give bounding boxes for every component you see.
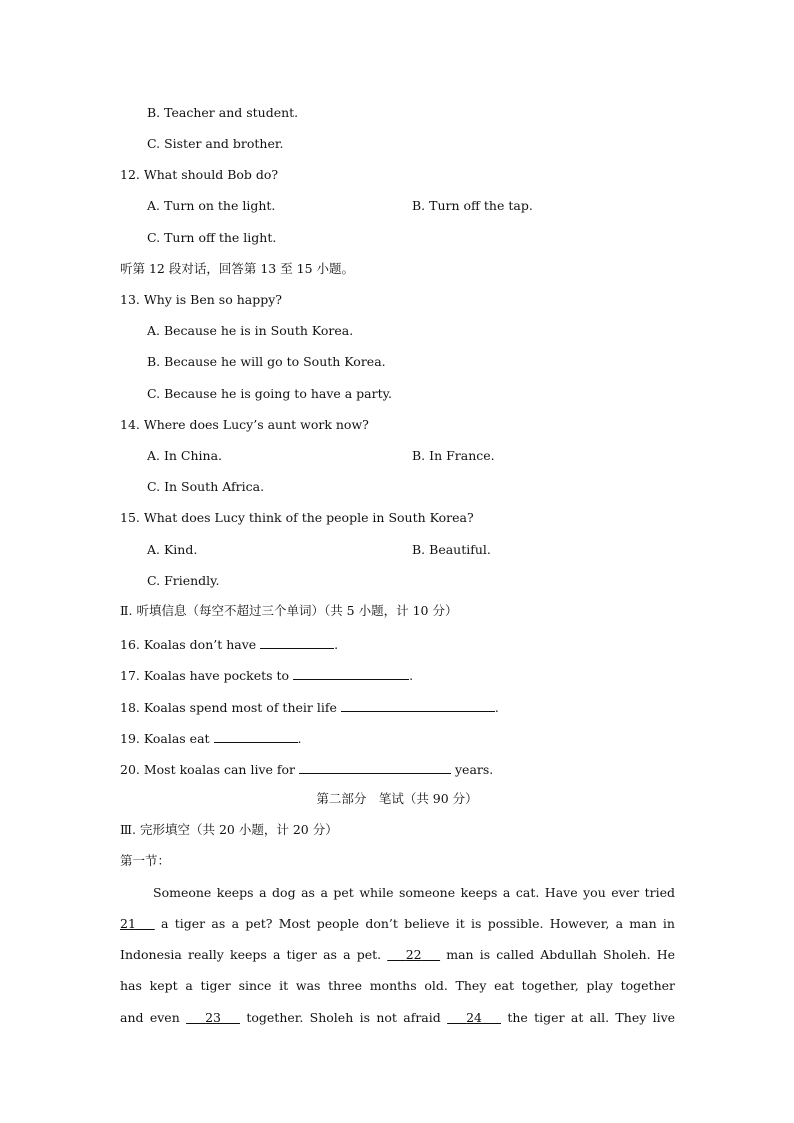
blank-24[interactable] [447, 1010, 501, 1025]
fill-q17-suffix: . [409, 668, 414, 683]
fill-q17 [120, 666, 413, 684]
fill-q18-text: 18. Koalas spend most of their life [120, 700, 337, 715]
passage-line-3-text-a: Indonesia really keeps a tiger as a pet. [120, 947, 382, 962]
section3-heading: Ⅲ. 完形填空（共 20 小题，计 20 分） [120, 822, 338, 837]
passage-line-3-text-b: man is called Abdullah Sholeh. He [446, 947, 676, 962]
fill-q20-suffix: years. [454, 762, 494, 777]
blank-24-number: 24 [466, 1010, 483, 1025]
q12-option-b: B. Turn off the tap. [412, 198, 533, 213]
passage-line-4: has kept a tiger since it was three months old. They eat together, play together [120, 978, 675, 993]
q15-question: 15. What does Lucy think of the people in South Korea? [120, 510, 474, 525]
fill-q16-text: 16. Koalas don’t have [120, 637, 257, 652]
section2-heading: Ⅱ. 听填信息（每空不超过三个单词）（共 5 小题，计 10 分） [120, 603, 458, 618]
subsection1-heading: 第一节： [120, 853, 171, 868]
part2-title: 第二部分 笔试（共 90 分） [316, 791, 478, 806]
q13-option-a: A. Because he is in South Korea. [147, 323, 354, 338]
passage-line-5-text-a: and even [120, 1010, 180, 1025]
fill-q19-blank[interactable] [214, 729, 298, 743]
fill-q18-suffix: . [494, 700, 499, 715]
blank-22-number: 22 [405, 947, 422, 962]
fill-q18 [120, 698, 499, 716]
fill-q16 [120, 635, 338, 653]
q15-option-c: C. Friendly. [147, 573, 220, 588]
q15-option-a: A. Kind. [147, 542, 198, 557]
blank-23-number: 23 [205, 1010, 221, 1025]
fill-q20-blank[interactable] [299, 760, 451, 774]
q14-option-b: B. In France. [412, 448, 495, 463]
q11-option-b: B. Teacher and student. [147, 105, 299, 120]
blank-23[interactable] [186, 1010, 240, 1025]
q12-option-c: C. Turn off the light. [147, 230, 277, 245]
passage-line-5-text-c: the tiger at all. They live [507, 1010, 676, 1025]
q12-question: 12. What should Bob do? [120, 167, 279, 182]
passage-line-1: Someone keeps a dog as a pet while someone keeps a cat. Have you ever tried [153, 885, 675, 900]
passage-line-2 [120, 916, 675, 932]
q15-option-b: B. Beautiful. [412, 542, 491, 557]
fill-q19-text: 19. Koalas eat [120, 731, 210, 746]
q13-option-b: B. Because he will go to South Korea. [147, 354, 386, 369]
dialog12-instruction: 听第 12 段对话，回答第 13 至 15 小题。 [120, 261, 355, 276]
passage-line-3 [120, 947, 675, 963]
blank-22[interactable] [387, 947, 440, 962]
fill-q16-suffix: . [334, 637, 339, 652]
fill-q16-blank[interactable] [260, 635, 334, 649]
fill-q19-suffix: . [297, 731, 302, 746]
q13-option-c: C. Because he is going to have a party. [147, 386, 393, 401]
fill-q20 [120, 760, 493, 778]
q11-option-c: C. Sister and brother. [147, 136, 284, 151]
blank-21-number: 21 [120, 916, 136, 931]
q14-option-a: A. In China. [147, 448, 223, 463]
fill-q19 [120, 729, 302, 747]
fill-q17-blank[interactable] [293, 666, 409, 680]
fill-q17-text: 17. Koalas have pockets to [120, 668, 290, 683]
passage-line-5-text-b: together. Sholeh is not afraid [246, 1010, 441, 1025]
q14-question: 14. Where does Lucy’s aunt work now? [120, 417, 369, 432]
passage-line-2-text: a tiger as a pet? Most people don’t believe it is possible. However, a man in [161, 916, 675, 931]
fill-q18-blank[interactable] [341, 698, 495, 712]
q13-question: 13. Why is Ben so happy? [120, 292, 282, 307]
passage-line-5 [120, 1010, 675, 1026]
fill-q20-text: 20. Most koalas can live for [120, 762, 296, 777]
blank-21[interactable] [120, 916, 155, 931]
q14-option-c: C. In South Africa. [147, 479, 265, 494]
q12-option-a: A. Turn on the light. [147, 198, 276, 213]
